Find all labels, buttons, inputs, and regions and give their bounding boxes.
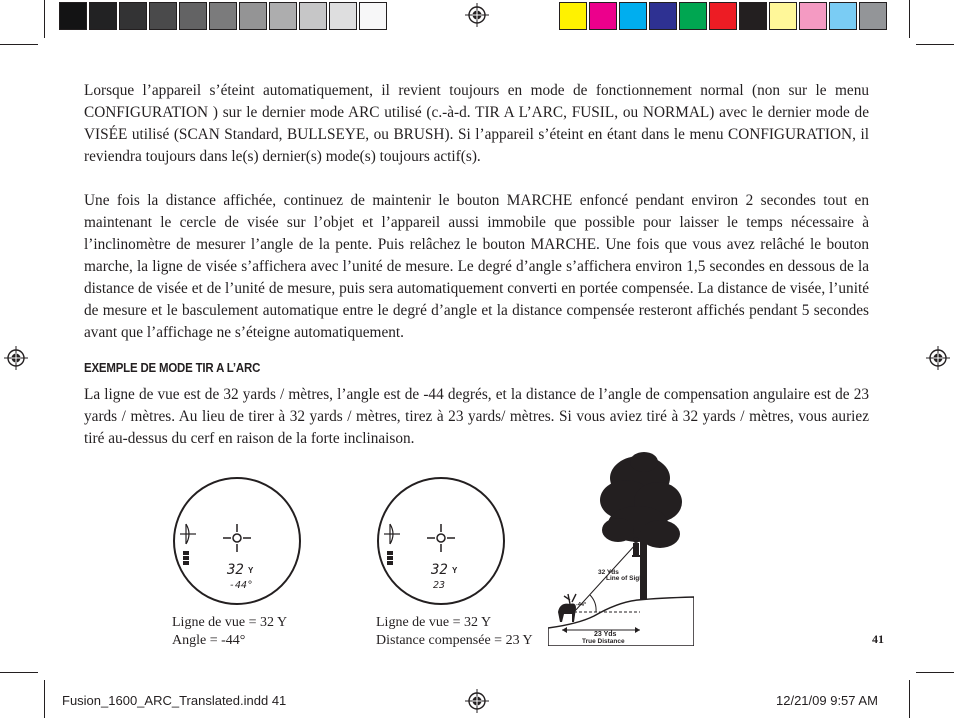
footer-timestamp: 12/21/09 9:57 AM — [776, 693, 878, 708]
color-swatch — [89, 2, 117, 30]
color-swatch — [239, 2, 267, 30]
caption-line: Distance compensée = 23 Y — [376, 633, 533, 648]
angle-arc — [590, 595, 596, 612]
color-swatch — [769, 2, 797, 30]
crop-mark — [909, 0, 910, 38]
color-swatch — [179, 2, 207, 30]
crop-mark — [0, 44, 38, 45]
body-paragraph-2: Une fois la distance affichée, continuez de maintenir le bouton MARCHE enfoncé pendant environ 2 secondes tout en maintenant le cercle de visée sur l’objet et l’appareil aussi immobile que possible pour laisser le temps nécessaire à l’inclinomètre de mesurer l’angle de la pente. Puis relâchez le bouton MARCHE. Une fois que vous avez relâché le bouton marche, la ligne de visée s’affichera avec l’unité de mesure. Le degré d’angle s’affichera environ 1,5 secondes en dessous de la distance de visée et de l’unité de mesure, puis sera automatiquement converti en portée compensée. La distance de visée, l’unité de mesure et le basculement automatique entre le degré d’angle et la distance compensée resteront affichés pendant 5 secondes avant que l’affichage ne s’éteigne automatiquement. — [84, 192, 869, 341]
color-swatch — [299, 2, 327, 30]
color-swatch — [119, 2, 147, 30]
tree-icon — [600, 452, 682, 608]
color-swatch — [649, 2, 677, 30]
crop-mark — [909, 680, 910, 718]
footer-filename: Fusion_1600_ARC_Translated.indd 41 — [62, 693, 287, 708]
rangefinder-display-compensated — [376, 476, 506, 606]
color-swatch — [149, 2, 177, 30]
grayscale-color-bar — [59, 2, 389, 32]
rangefinder-display-angle — [172, 476, 302, 606]
los-value: 32 Yds — [598, 569, 619, 576]
caption-line: Angle = -44° — [172, 633, 246, 648]
example-paragraph: La ligne de vue est de 32 yards / mètres, l’angle est de -44 degrés, et la distance de l’angle de compensation angulaire est de 23 yards / mètres. Au lieu de tirer à 32 yards / mètres, tirez à 23 yards/ mètres. Si vous aviez tiré à 32 yards / mètres, vous auriez tiré au-dessus du cerf en raison de la forte inclinaison. — [84, 386, 869, 447]
color-swatch — [739, 2, 767, 30]
page-number: 41 — [872, 632, 884, 646]
color-swatch — [59, 2, 87, 30]
display-compensated-distance: 23 — [433, 580, 446, 591]
crop-mark — [0, 672, 38, 673]
battery-icon — [183, 551, 189, 565]
los-label: Line of Sight — [606, 575, 646, 582]
caption-compensated — [376, 614, 533, 650]
body-paragraph-1: Lorsque l’appareil s’éteint automatiquement, il revient toujours en mode de fonctionnement normal (non sur le menu CONFIGURATION ) sur le dernier mode ARC utilisé (c.-à-d. TIR A L’ARC, FUSIL, ou NORMAL) avec le dernier mode de VISÉE utilisé (SCAN Standard, BULLSEYE, ou BRUSH). Si l’appareil s’éteint en étant dans le menu CONFIGURATION, il reviendra toujours dans le(s) dernier(s) mode(s) toujours actif(s). — [84, 82, 869, 165]
true-distance-value: 23 Yds — [594, 631, 617, 638]
color-swatch — [619, 2, 647, 30]
display-unit: Y — [452, 566, 458, 575]
crop-mark — [44, 0, 45, 38]
color-swatch — [329, 2, 357, 30]
color-swatch — [859, 2, 887, 30]
color-swatch — [709, 2, 737, 30]
display-distance: 32 — [431, 562, 448, 578]
deer-icon — [558, 594, 576, 622]
angle-compensation-diagram — [548, 452, 694, 646]
color-swatch — [209, 2, 237, 30]
color-swatch — [269, 2, 297, 30]
registration-mark-icon — [4, 346, 28, 370]
display-angle: -44° — [229, 580, 254, 591]
true-distance-label: True Distance — [582, 638, 625, 645]
crop-mark — [916, 44, 954, 45]
color-swatch — [559, 2, 587, 30]
angle-value: -44° — [576, 602, 587, 608]
color-swatch — [359, 2, 387, 30]
battery-icon — [387, 551, 393, 565]
caption-line: Ligne de vue = 32 Y — [376, 615, 492, 630]
crop-mark — [44, 680, 45, 718]
color-swatch — [589, 2, 617, 30]
registration-mark-icon — [926, 346, 950, 370]
color-swatch — [799, 2, 827, 30]
display-unit: Y — [248, 566, 254, 575]
caption-angle — [172, 614, 287, 650]
color-swatch — [829, 2, 857, 30]
section-heading: EXEMPLE DE MODE TIR A L’ARC — [84, 360, 261, 375]
registration-mark-icon — [465, 3, 489, 27]
display-distance: 32 — [227, 562, 244, 578]
color-swatch — [679, 2, 707, 30]
crop-mark — [916, 672, 954, 673]
caption-line: Ligne de vue = 32 Y — [172, 615, 288, 630]
registration-mark-icon — [465, 689, 489, 713]
process-color-bar — [559, 2, 889, 32]
